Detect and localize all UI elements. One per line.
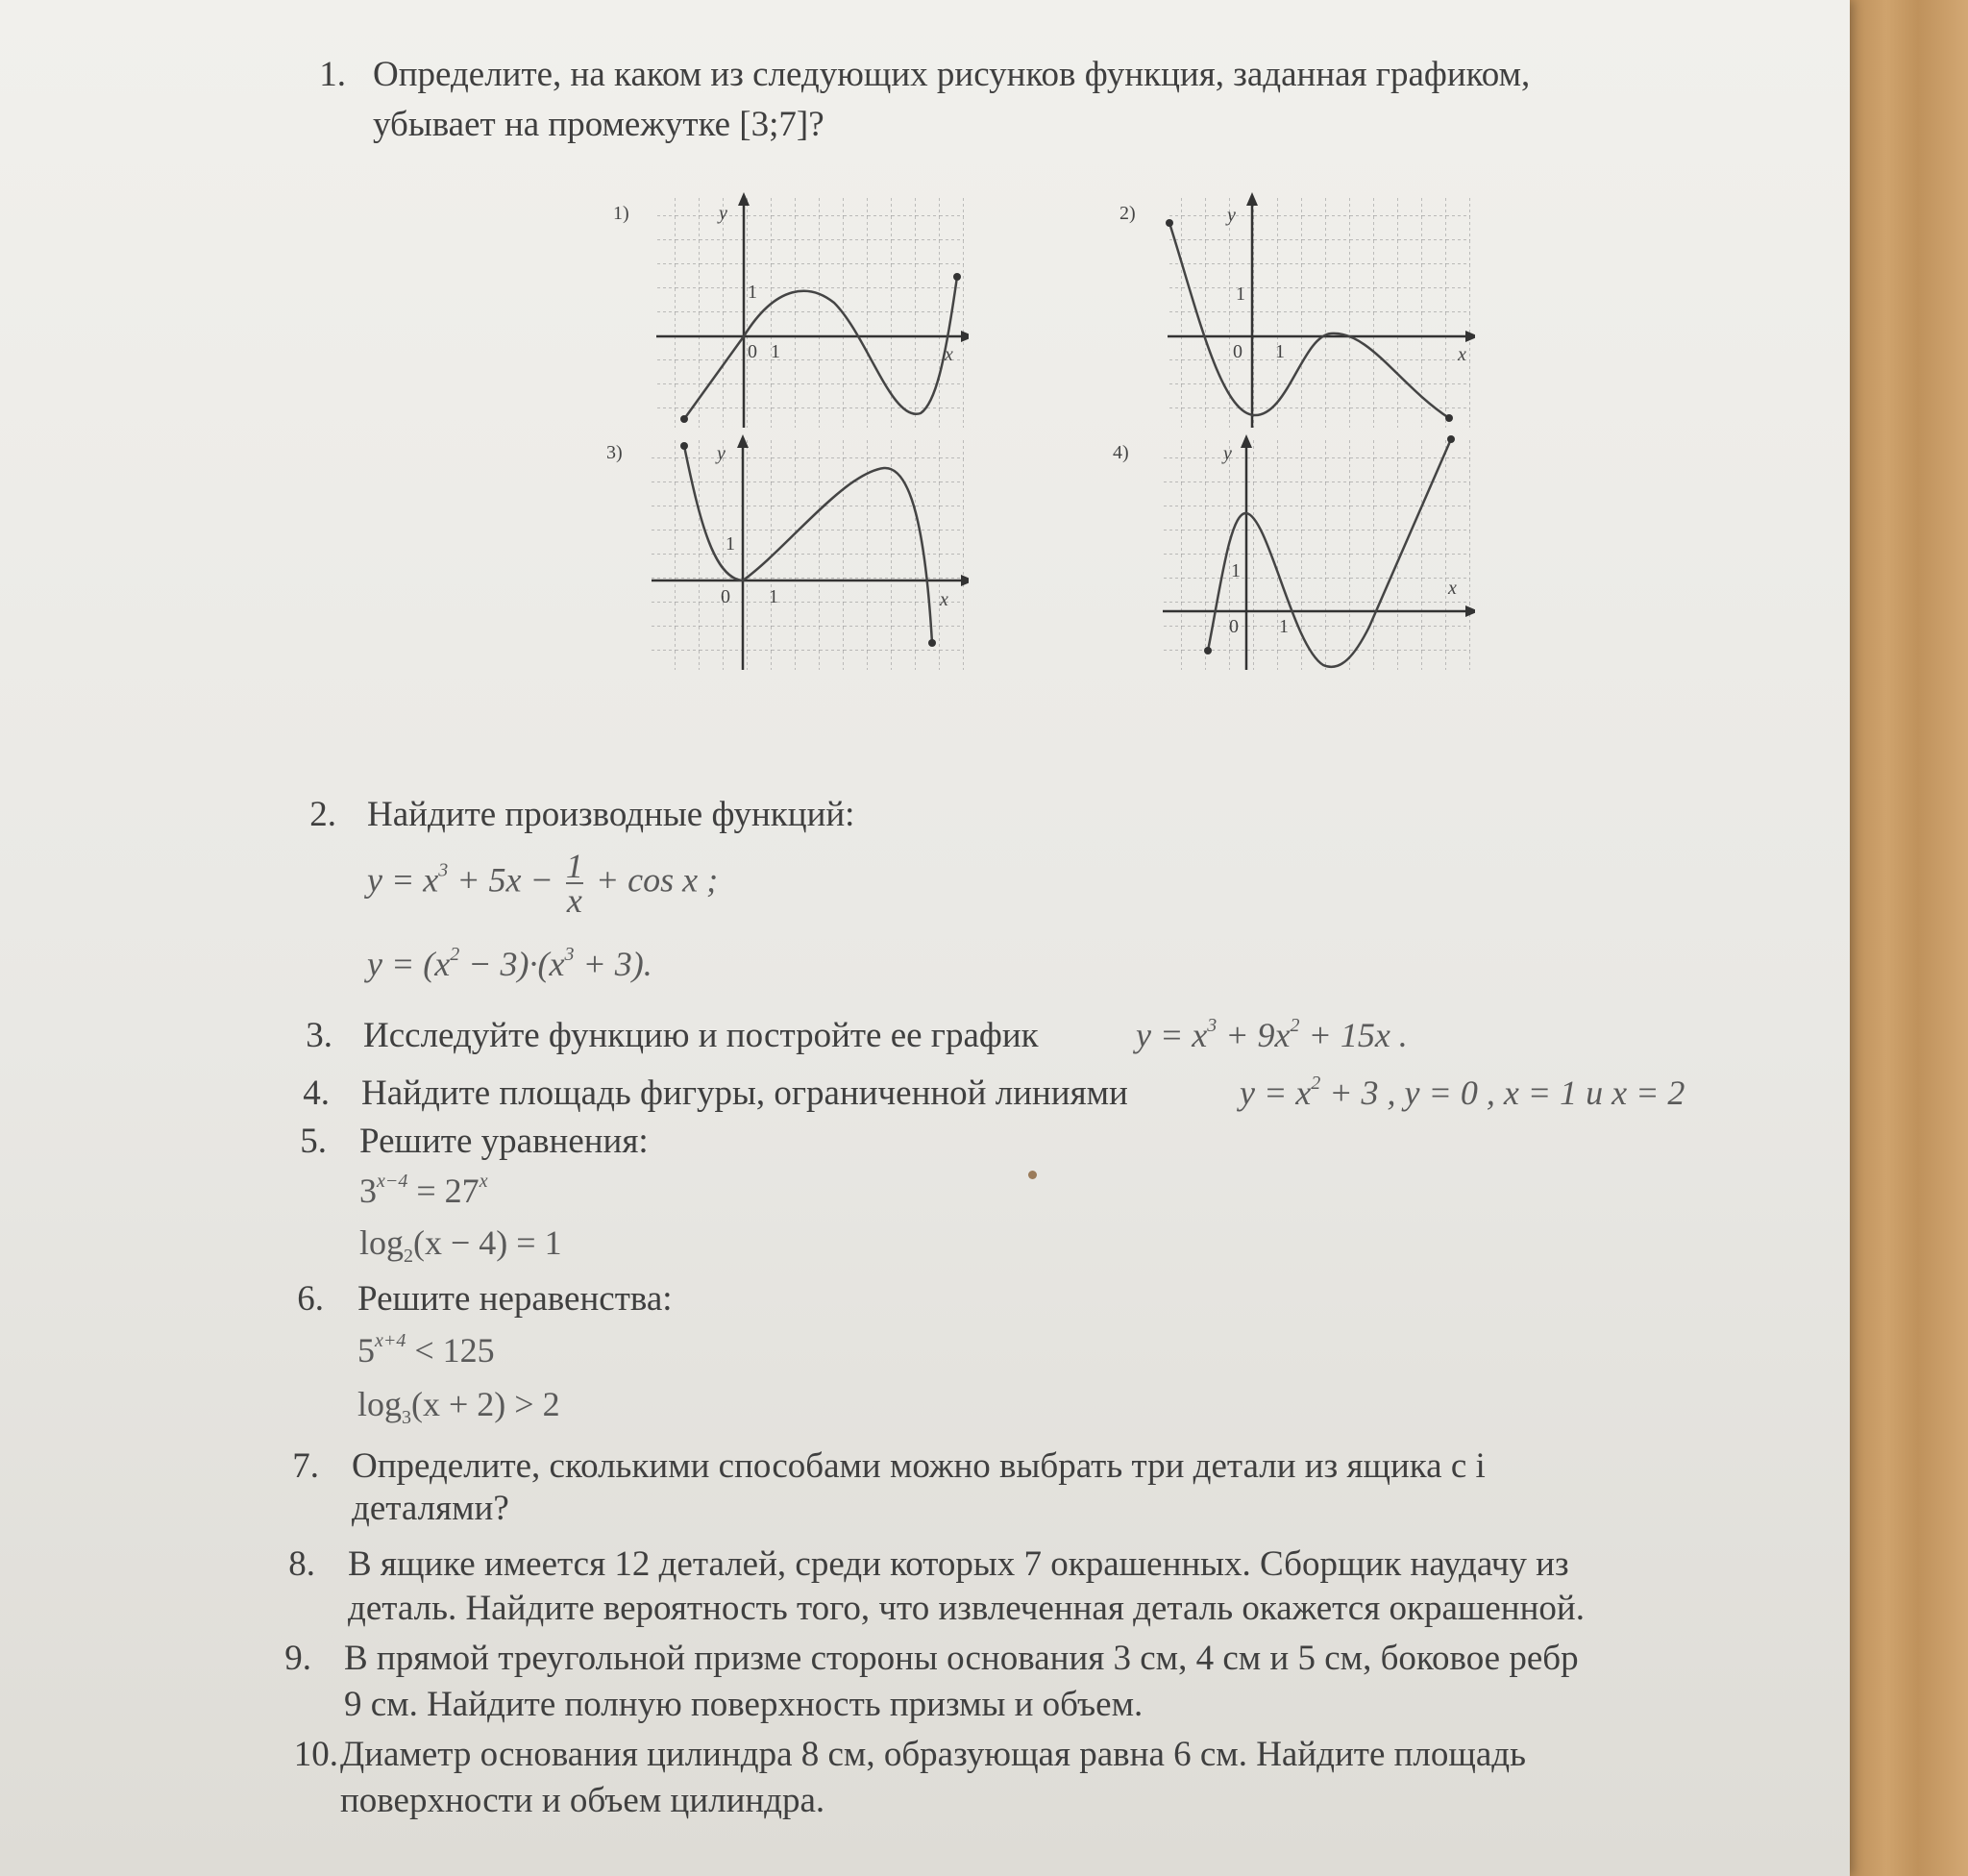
- y-label: y: [1227, 205, 1236, 226]
- wooden-table: [1843, 0, 1968, 1876]
- exponent: 3: [1207, 1015, 1218, 1036]
- task-text: Найдите производные функций:: [367, 795, 855, 834]
- task-text: Решите неравенства:: [357, 1279, 673, 1319]
- subscript: 2: [404, 1246, 414, 1267]
- formula-part: y = x: [367, 860, 439, 900]
- y-label: y: [719, 203, 727, 224]
- formula-part: + cos x ;: [586, 860, 719, 900]
- formula-part: + 9x: [1217, 1016, 1291, 1054]
- denominator: x: [566, 881, 582, 920]
- task-number: 1.: [319, 55, 346, 94]
- task-text-line-2: убывает на промежутке [3;7]?: [373, 105, 824, 144]
- endpoint-dot: [1166, 219, 1173, 227]
- task-number: 3.: [306, 1016, 332, 1055]
- formula-part: y = x: [1136, 1016, 1208, 1054]
- y-label: y: [1223, 443, 1232, 464]
- formula-part: − 3)·(x: [459, 945, 565, 983]
- endpoint-dot: [928, 639, 936, 647]
- origin-label: 0: [721, 586, 730, 607]
- task-number: 2.: [309, 795, 336, 834]
- formula-part: y = (x: [367, 945, 451, 983]
- graph-2: [1110, 192, 1475, 437]
- endpoint-dot: [1204, 647, 1212, 654]
- formula-function-3: [1136, 1015, 1408, 1055]
- x-axis-arrow-icon: [961, 575, 969, 586]
- numerator: 1: [565, 847, 583, 885]
- unit-y-label: 1: [748, 282, 757, 303]
- task-number: 7.: [292, 1446, 319, 1486]
- origin-label: 0: [1233, 341, 1242, 362]
- subscript: 3: [402, 1407, 412, 1428]
- endpoint-dot: [1445, 414, 1453, 422]
- task-number: 10.: [293, 1735, 338, 1774]
- task-text: Найдите площадь фигуры, ограниченной линиями: [361, 1074, 1128, 1113]
- formula-part: + 5x −: [448, 860, 562, 900]
- task-text-line-2: деталями?: [352, 1489, 509, 1528]
- x-label: x: [940, 589, 948, 610]
- unit-x-label: 1: [1279, 616, 1289, 637]
- formula-part: 3: [359, 1172, 377, 1210]
- formula-part: log: [357, 1385, 403, 1423]
- grid: [1168, 197, 1470, 428]
- formula-derivative-1: [367, 847, 719, 920]
- endpoint-dot: [680, 415, 688, 423]
- formula-part: (x + 2) > 2: [411, 1385, 560, 1423]
- task-text: Исследуйте функцию и постройте ее график: [363, 1016, 1039, 1055]
- task-text-line-2: поверхности и объем цилиндра.: [340, 1781, 825, 1820]
- graph-3: [603, 434, 969, 679]
- unit-y-label: 1: [726, 533, 735, 555]
- formula-part: + 15x .: [1299, 1016, 1408, 1054]
- formula-part: 5: [357, 1331, 375, 1370]
- graph-1: [603, 192, 969, 437]
- grid: [652, 439, 964, 670]
- exponent: 2: [1311, 1073, 1321, 1094]
- graph-label: 1): [613, 203, 629, 224]
- graph-label: 2): [1119, 203, 1136, 224]
- exponent: x+4: [375, 1330, 406, 1351]
- exponent: 3: [564, 944, 575, 965]
- formula-part: + 3).: [574, 945, 652, 983]
- formula-part: < 125: [406, 1331, 495, 1370]
- task-text-line-1: Определите, на каком из следующих рисунков функция, заданная графиком,: [373, 55, 1531, 94]
- task-text-line-2: 9 см. Найдите полную поверхность призмы и объем.: [344, 1685, 1144, 1724]
- task-text: Решите уравнения:: [359, 1122, 649, 1161]
- unit-x-label: 1: [1275, 341, 1285, 362]
- task-text-line-1: Диаметр основания цилиндра 8 см, образующая равна 6 см. Найдите площадь: [340, 1735, 1526, 1774]
- endpoint-dot: [680, 442, 688, 450]
- formula-part: log: [359, 1223, 405, 1262]
- exponent: x−4: [377, 1171, 408, 1192]
- formula-part: (x − 4) = 1: [413, 1223, 562, 1262]
- graph-label: 3): [606, 442, 623, 463]
- grid: [1163, 439, 1470, 670]
- graph-label: 4): [1113, 442, 1129, 463]
- endpoint-dot: [953, 273, 961, 281]
- unit-y-label: 1: [1231, 560, 1241, 581]
- endpoint-dot: [1447, 435, 1455, 443]
- paper-stain: [1028, 1171, 1037, 1179]
- unit-x-label: 1: [771, 341, 780, 362]
- task-number: 4.: [303, 1074, 330, 1113]
- task-number: 5.: [300, 1122, 327, 1161]
- inequality-2: [357, 1384, 560, 1429]
- inequality-1: [357, 1330, 495, 1370]
- task-text-line-2: деталь. Найдите вероятность того, что извлеченная деталь окажется окрашенной.: [348, 1589, 1585, 1628]
- y-label: y: [717, 443, 726, 464]
- equation-2: [359, 1222, 562, 1268]
- formula-area-lines: [1240, 1073, 1685, 1113]
- equation-1: [359, 1171, 488, 1211]
- exponent: 2: [450, 944, 460, 965]
- unit-y-label: 1: [1236, 284, 1245, 305]
- exponent: x: [479, 1171, 488, 1192]
- origin-label: 0: [1229, 616, 1239, 637]
- task-text-line-1: Определите, сколькими способами можно выбрать три детали из ящика с i: [352, 1446, 1486, 1486]
- unit-x-label: 1: [769, 586, 778, 607]
- x-label: x: [1448, 578, 1457, 599]
- task-text-line-1: В прямой треугольной призме стороны основания 3 см, 4 см и 5 см, боковое ребр: [344, 1639, 1579, 1678]
- exponent: 3: [438, 859, 449, 881]
- formula-part: + 3 , y = 0 , x = 1 и x = 2: [1320, 1074, 1685, 1112]
- x-label: x: [945, 344, 953, 365]
- origin-label: 0: [748, 341, 757, 362]
- task-number: 6.: [297, 1279, 324, 1319]
- x-label: x: [1458, 344, 1466, 365]
- exponent: 2: [1290, 1015, 1300, 1036]
- formula-part: = 27: [407, 1172, 480, 1210]
- graph-4: [1110, 434, 1475, 679]
- task-text-line-1: В ящике имеется 12 деталей, среди которых 7 окрашенных. Сборщик наудачу из: [348, 1544, 1569, 1584]
- task-number: 8.: [288, 1544, 315, 1584]
- formula-part: y = x: [1240, 1074, 1312, 1112]
- fraction: [565, 847, 583, 920]
- formula-derivative-2: [367, 944, 652, 984]
- x-axis-arrow-icon: [961, 331, 969, 342]
- task-number: 9.: [284, 1639, 311, 1678]
